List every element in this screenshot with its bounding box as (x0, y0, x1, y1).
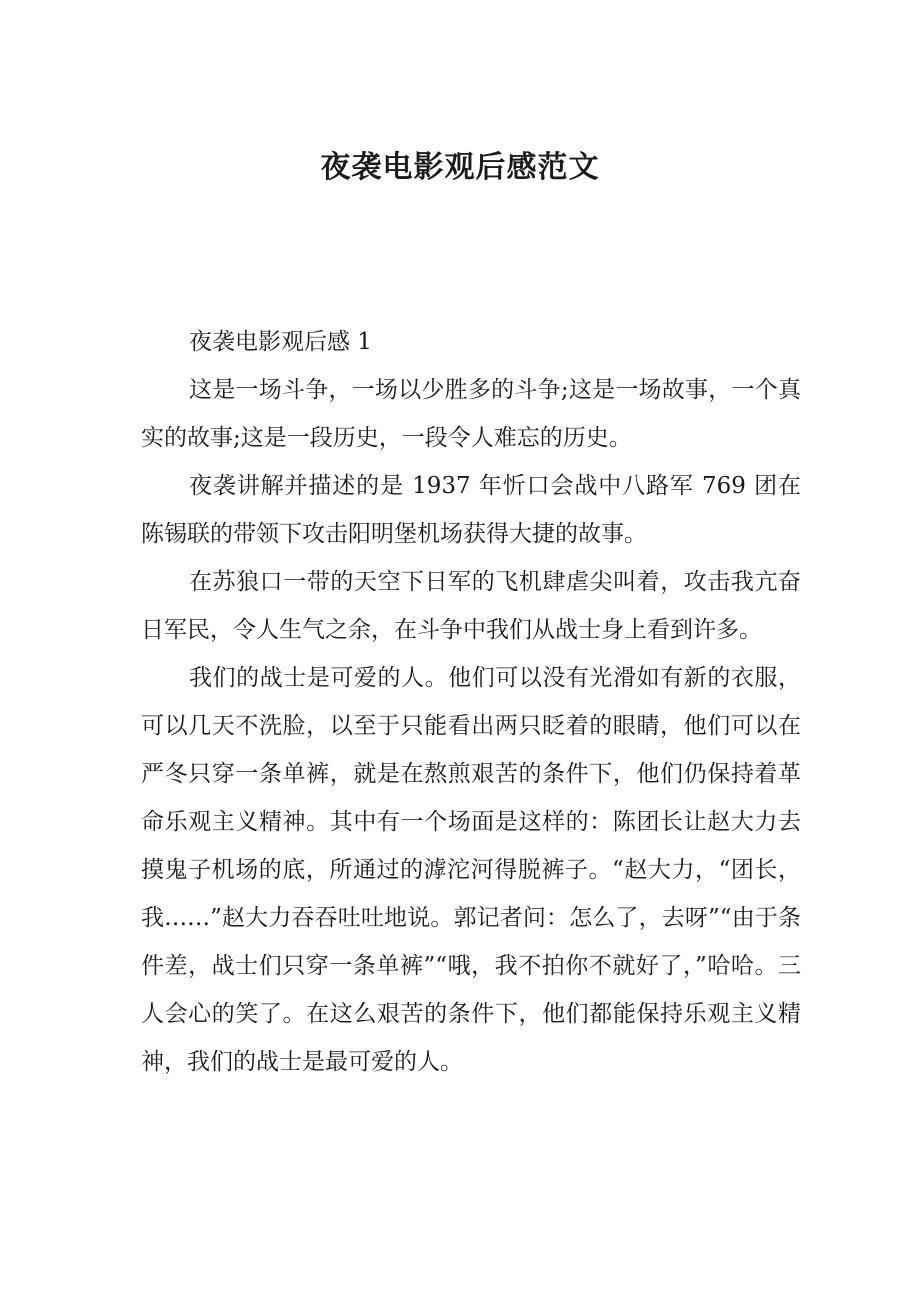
section-heading: 夜袭电影观后感 1 (189, 329, 372, 355)
paragraph: 在苏狼口一带的天空下日军的飞机肆虐尖叫着，攻击我亢奋日军民，令人生气之余，在斗争中我们从战士身上看到许多。 (141, 569, 801, 643)
document-body (141, 318, 801, 1086)
paragraph: 这是一场斗争，一场以少胜多的斗争;这是一场故事，一个真实的故事;这是一段历史，一段令人难忘的历史。 (141, 377, 801, 451)
paragraph: 夜袭讲解并描述的是 1937 年忻口会战中八路军 769 团在陈锡联的带领下攻击阳明堡机场获得大捷的故事。 (141, 473, 801, 547)
document-title: 夜袭电影观后感范文 (320, 150, 600, 185)
paragraph: 我们的战士是可爱的人。他们可以没有光滑如有新的衣服，可以几天不洗脸，以至于只能看出两只眨着的眼睛，他们可以在严冬只穿一条单裤，就是在熬煎艰苦的条件下，他们仍保持着革命乐观主义精神。其中有一个场面是这样的：陈团长让赵大力去摸鬼子机场的底，所通过的滹沱河得脱裤子。“赵大力，“团长，我……”赵大力吞吞吐吐地说。郭记者问：怎么了，去呀”“由于条件差，战士们只穿一条单裤”“哦，我不拍你不就好了，”哈哈。三人会心的笑了。在这么艰苦的条件下，他们都能保持乐观主义精神，我们的战士是最可爱的人。 (141, 665, 801, 1075)
